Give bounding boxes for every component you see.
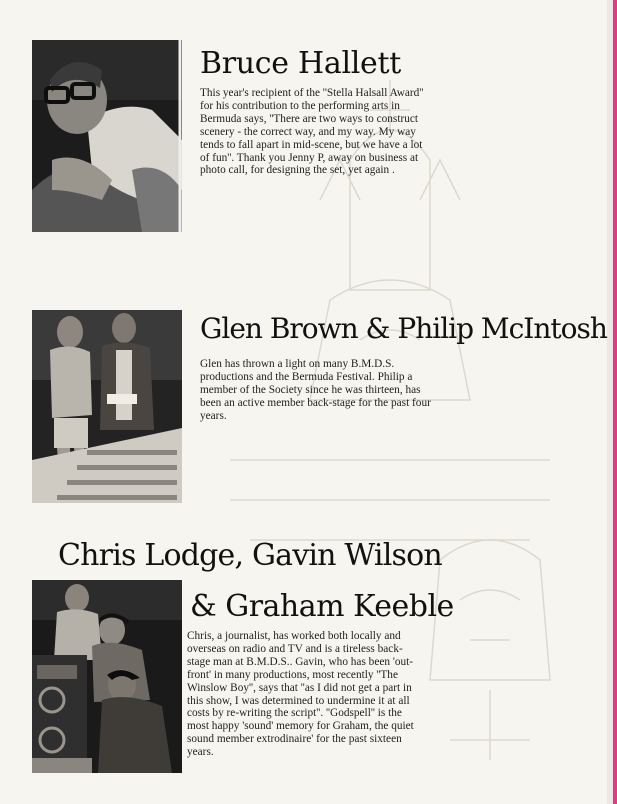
profile-name-line2: & Graham Keeble (190, 589, 454, 624)
profile-name: Glen Brown & Philip McIntosh (200, 312, 607, 345)
page-edge-accent (613, 0, 617, 804)
glen-brown-philip-mcintosh-photo (32, 310, 182, 503)
profile-name-line1: Chris Lodge, Gavin Wilson (58, 538, 442, 573)
profile-bio: Chris, a journalist, has worked both locally and overseas on radio and TV and is a tireless back-stage man at B.M.D.S.. Gavin, who has been 'out-front' in many productions, most recently ''The Winslow Boy'', says that ''as I did not get a part in this show, I was determined to undermine it at all costs by re-writing the script''. ''Godspell'' is the most happy 'sound' memory for Graham, the quiet sound member extrodinaire' for the past sixteen years. (187, 630, 414, 759)
lodge-wilson-keeble-photo (32, 580, 182, 773)
profile-bio: This year's recipient of the ''Stella Halsall Award'' for his contribution to the performing arts in Bermuda says, ''There are two ways to construct scenery - the correct way, and my way. My way tends to fall apart in mid-scene, but we have a lot of fun''. Thank you Jenny P, away on business at photo call, for designing the set, yet again . (200, 87, 424, 177)
bruce-hallett-photo (32, 40, 182, 232)
profile-name: Bruce Hallett (200, 46, 402, 81)
profile-bio: Glen has thrown a light on many B.M.D.S. productions and the Bermuda Festival. Philip a member of the Society since he was thirteen, has been an active member back-stage for the past four years. (200, 358, 431, 422)
